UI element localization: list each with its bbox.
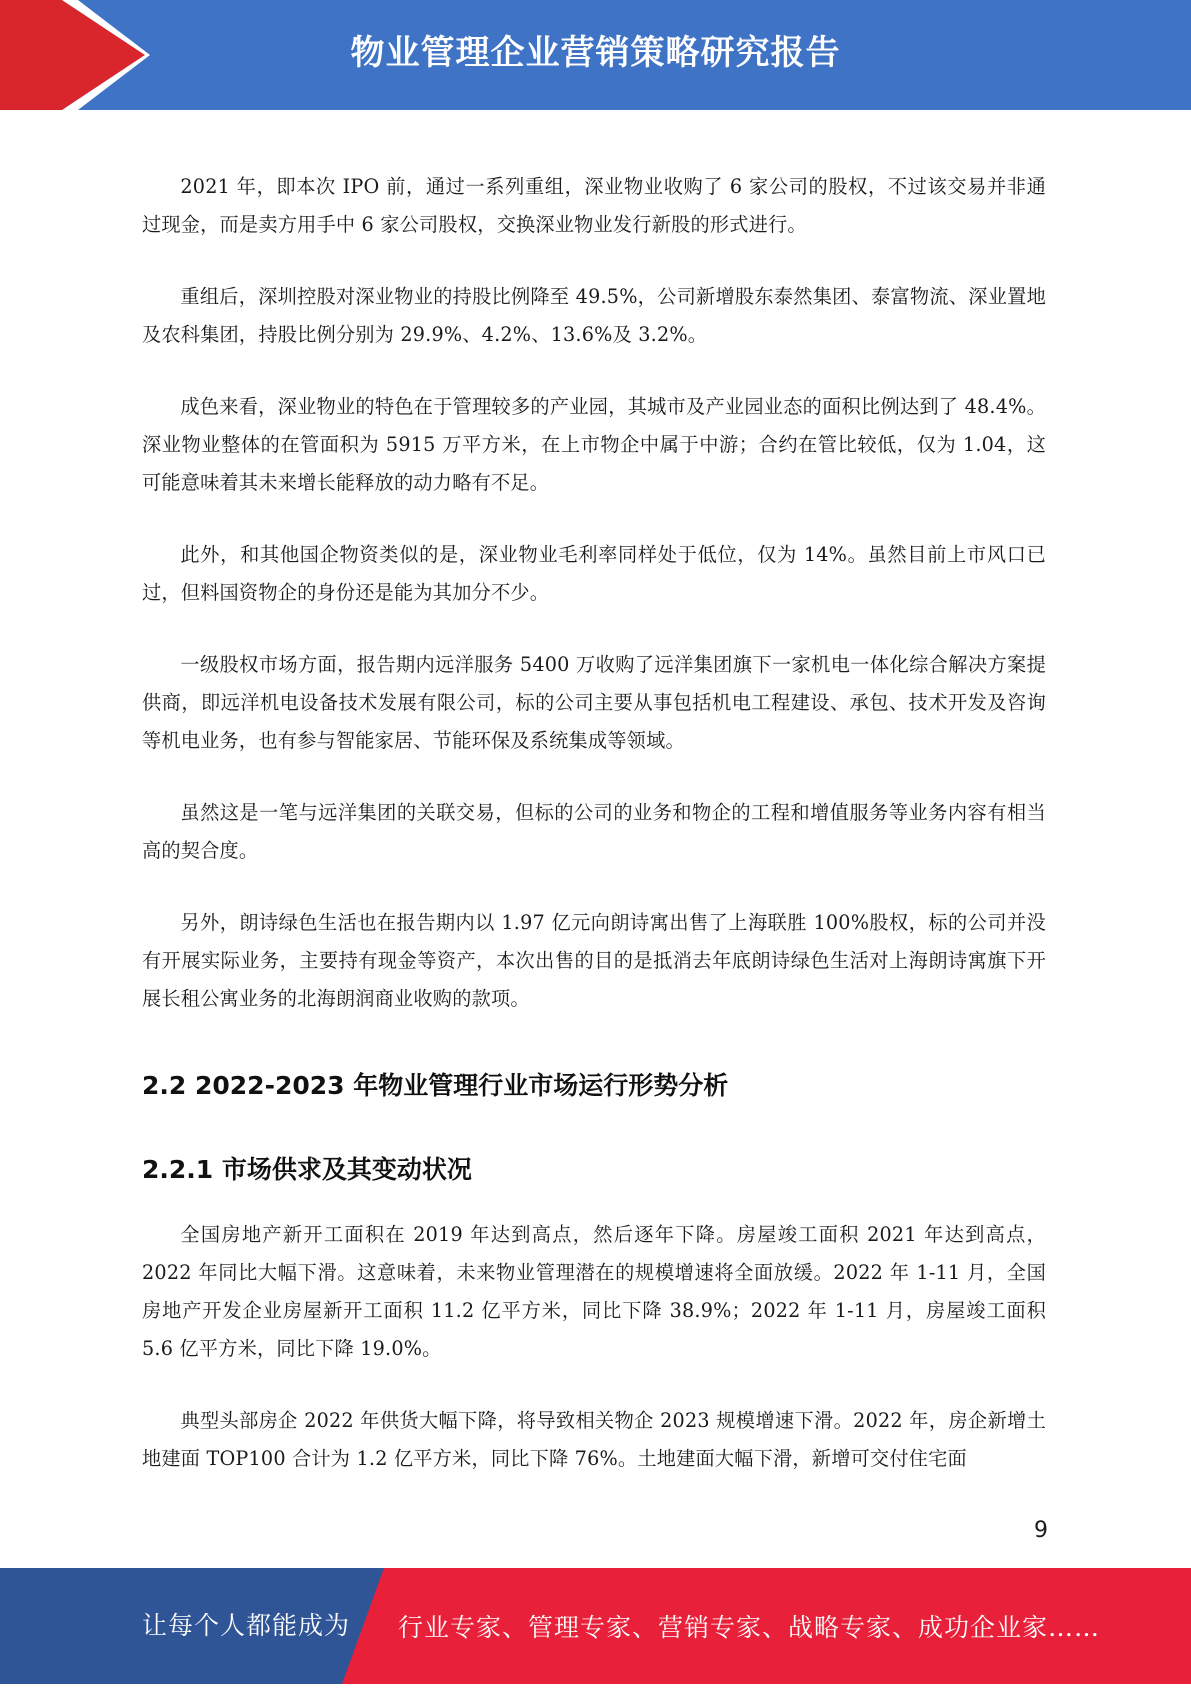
page-content [142,168,1046,1512]
subsection-heading: 2.2.1 市场供求及其变动状况 [142,1155,472,1184]
paragraph: 虽然这是一笔与远洋集团的关联交易，但标的公司的业务和物企的工程和增值服务等业务内容有相当高的契合度。 [142,801,1046,862]
report-title: 物业管理企业营销策略研究报告 [350,33,841,73]
paragraph: 2021 年，即本次 IPO 前，通过一系列重组，深业物业收购了 6 家公司的股权，不过该交易并非通过现金，而是卖方用手中 6 家公司股权，交换深业物业发行新股的形式进行。 [142,175,1046,236]
footer-slogan-left: 让每个人都能成为 [142,1611,351,1640]
paragraph: 典型头部房企 2022 年供货大幅下降，将导致相关物企 2023 规模增速下滑。2022 年，房企新增土地建面 TOP100 合计为 1.2 亿平方米，同比下降 76%。土地建面大幅下滑，新增可交付住宅面 [142,1409,1046,1470]
paragraph: 另外，朗诗绿色生活也在报告期内以 1.97 亿元向朗诗寓出售了上海联胜 100%股权，标的公司并没有开展实际业务，主要持有现金等资产，本次出售的目的是抵消去年底朗诗绿色生活对上海朗诗寓旗下开展长租公寓业务的北海朗润商业收购的款项。 [142,911,1046,1010]
paragraph: 重组后，深圳控股对深业物业的持股比例降至 49.5%，公司新增股东泰然集团、泰富物流、深业置地及农科集团，持股比例分别为 29.9%、4.2%、13.6%及 3.2%。 [142,285,1046,346]
paragraph: 成色来看，深业物业的特色在于管理较多的产业园，其城市及产业园业态的面积比例达到了 48.4%。深业物业整体的在管面积为 5915 万平方米，在上市物企中属于中游；合约在管比较低，仅为 1.04，这可能意味着其未来增长能释放的动力略有不足。 [142,395,1046,494]
paragraph: 全国房地产新开工面积在 2019 年达到高点，然后逐年下降。房屋竣工面积 2021 年达到高点，2022 年同比大幅下滑。这意味着，未来物业管理潜在的规模增速将全面放缓。2022 年 1-11 月，全国房地产开发企业房屋新开工面积 11.2 亿平方米，同比下降 38.9%；2022 年 1-11 月，房屋竣工面积 5.6 亿平方米，同比下降 19.0%。 [142,1223,1046,1360]
footer-slogan-right: 行业专家、管理专家、营销专家、战略专家、成功企业家…… [398,1613,1101,1642]
paragraph: 一级股权市场方面，报告期内远洋服务 5400 万收购了远洋集团旗下一家机电一体化综合解决方案提供商，即远洋机电设备技术发展有限公司，标的公司主要从事包括机电工程建设、承包、技术开发及咨询等机电业务，也有参与智能家居、节能环保及系统集成等领域。 [142,653,1046,752]
page-header [0,0,1191,110]
paragraph: 此外，和其他国企物资类似的是，深业物业毛利率同样处于低位，仅为 14%。虽然目前上市风口已过，但料国资物企的身份还是能为其加分不少。 [142,543,1046,604]
page-number: 9 [1034,1518,1048,1543]
page-footer [0,1568,1191,1684]
section-heading: 2.2 2022-2023 年物业管理行业市场运行形势分析 [142,1071,729,1100]
